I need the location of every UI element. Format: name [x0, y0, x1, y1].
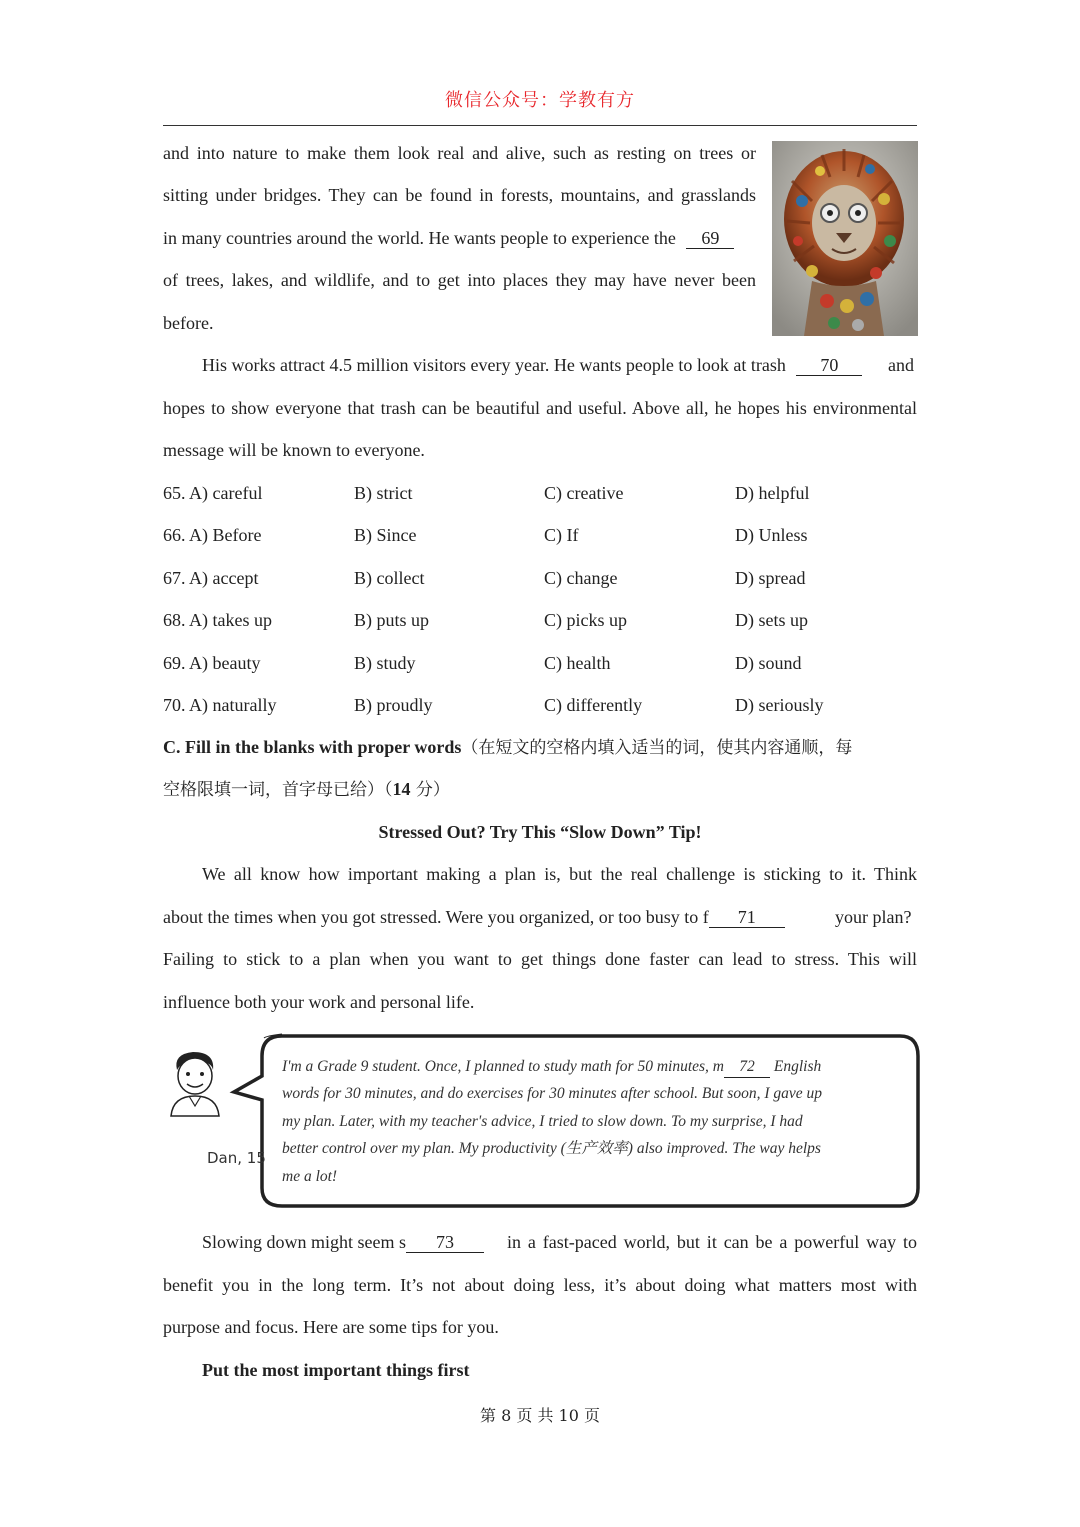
- passage-line: We all know how important making a plan is, but the real challenge is sticking to it. Think: [202, 864, 917, 884]
- section-points: 14: [392, 779, 411, 799]
- section-c-heading-line2: [163, 778, 450, 801]
- student-cartoon-icon: [163, 1050, 227, 1118]
- bubble-line: words for 30 minutes, and do exercises for 30 minutes after school. But soon, I gave up: [282, 1085, 823, 1102]
- passage-line: hopes to show everyone that trash can be beautiful and useful. Above all, he hopes his environmental: [163, 398, 917, 418]
- section-heading-cn: 空格限填一词，首字母已给）（: [163, 780, 393, 800]
- passage-line: of trees, lakes, and wildlife, and to get into places they may have never been: [163, 270, 756, 290]
- blank-69: 69: [686, 228, 734, 249]
- option-c: C) If: [544, 525, 579, 545]
- option-d: D) spread: [735, 568, 806, 588]
- passage-line: benefit you in the long term. It’s not about doing less, it’s about doing what matters most with: [163, 1275, 917, 1295]
- speaker-label: Dan, 15: [207, 1149, 266, 1167]
- passage-line: [163, 906, 785, 928]
- page-footer: 第 8 页 共 10 页: [480, 1406, 600, 1425]
- passage-text: about the times when you got stressed. Were you organized, or too busy to f: [163, 907, 709, 927]
- passage-line: purpose and focus. Here are some tips for you.: [163, 1317, 499, 1337]
- passage-line: [163, 227, 734, 249]
- passage-line: influence both your work and personal life.: [163, 992, 475, 1012]
- option-a: 65. A) careful: [163, 483, 263, 503]
- option-b: B) strict: [354, 483, 413, 503]
- option-d: D) sets up: [735, 610, 808, 630]
- passage-text: in a fast-paced world, but it can be a powerful way to: [507, 1232, 917, 1252]
- subheading: Put the most important things first: [202, 1360, 470, 1380]
- option-b: B) proudly: [354, 695, 433, 715]
- section-heading-cn: （在短文的空格内填入适当的词，使其内容通顺，每: [461, 738, 853, 758]
- passage-title: Stressed Out? Try This “Slow Down” Tip!: [378, 822, 702, 842]
- option-a: 66. A) Before: [163, 525, 262, 545]
- bubble-text: I'm a Grade 9 student. Once, I planned to study math for 50 minutes, m: [282, 1058, 724, 1075]
- section-heading-cn: 分）: [410, 780, 450, 800]
- option-d: D) Unless: [735, 525, 808, 545]
- passage-text: in many countries around the world. He wants people to experience the: [163, 228, 676, 248]
- bottle-cap-lion-sculpture-image: [772, 141, 918, 336]
- bubble-line: my plan. Later, with my teacher's advice, I tried to slow down. To my surprise, I had: [282, 1113, 803, 1130]
- option-a: 70. A) naturally: [163, 695, 277, 715]
- passage-line: sitting under bridges. They can be found in forests, mountains, and grasslands: [163, 185, 756, 205]
- passage-text: Slowing down might seem s: [202, 1232, 407, 1252]
- option-d: D) seriously: [735, 695, 824, 715]
- blank-70: 70: [796, 355, 862, 376]
- option-c: C) creative: [544, 483, 624, 503]
- passage-text: your plan?: [835, 907, 912, 927]
- option-c: C) differently: [544, 695, 643, 715]
- option-b: B) puts up: [354, 610, 430, 630]
- bubble-line: [282, 1056, 902, 1078]
- option-a: 69. A) beauty: [163, 653, 261, 673]
- section-heading-en: C. Fill in the blanks with proper words: [163, 737, 462, 757]
- passage-line: Failing to stick to a plan when you want to get things done faster can lead to stress. This will: [163, 949, 917, 969]
- bubble-text: English: [773, 1058, 822, 1075]
- blank-73: 73: [406, 1232, 484, 1253]
- option-d: D) sound: [735, 653, 802, 673]
- blank-71: 71: [709, 907, 785, 928]
- option-a: 68. A) takes up: [163, 610, 272, 630]
- passage-line: [202, 1231, 484, 1253]
- passage-text: His works attract 4.5 million visitors every year. He wants people to look at trash: [202, 355, 786, 375]
- bubble-line: better control over my plan. My productivity (生产效率) also improved. The way helps: [282, 1140, 821, 1157]
- bubble-line: me a lot!: [282, 1168, 338, 1185]
- option-c: C) picks up: [544, 610, 627, 630]
- header-divider: [163, 125, 917, 126]
- option-c: C) health: [544, 653, 611, 673]
- option-b: B) collect: [354, 568, 425, 588]
- option-b: B) Since: [354, 525, 417, 545]
- section-c-heading: [163, 736, 852, 759]
- passage-text: and: [888, 355, 914, 375]
- option-b: B) study: [354, 653, 416, 673]
- option-a: 67. A) accept: [163, 568, 259, 588]
- passage-line: message will be known to everyone.: [163, 440, 425, 460]
- passage-line: and into nature to make them look real and alive, such as resting on trees or: [163, 143, 756, 163]
- passage-line: before.: [163, 313, 214, 333]
- option-d: D) helpful: [735, 483, 810, 503]
- page-header-title: 微信公众号：学教有方: [445, 90, 635, 111]
- passage-line: [202, 354, 862, 376]
- option-c: C) change: [544, 568, 618, 588]
- blank-72: 72: [724, 1057, 770, 1078]
